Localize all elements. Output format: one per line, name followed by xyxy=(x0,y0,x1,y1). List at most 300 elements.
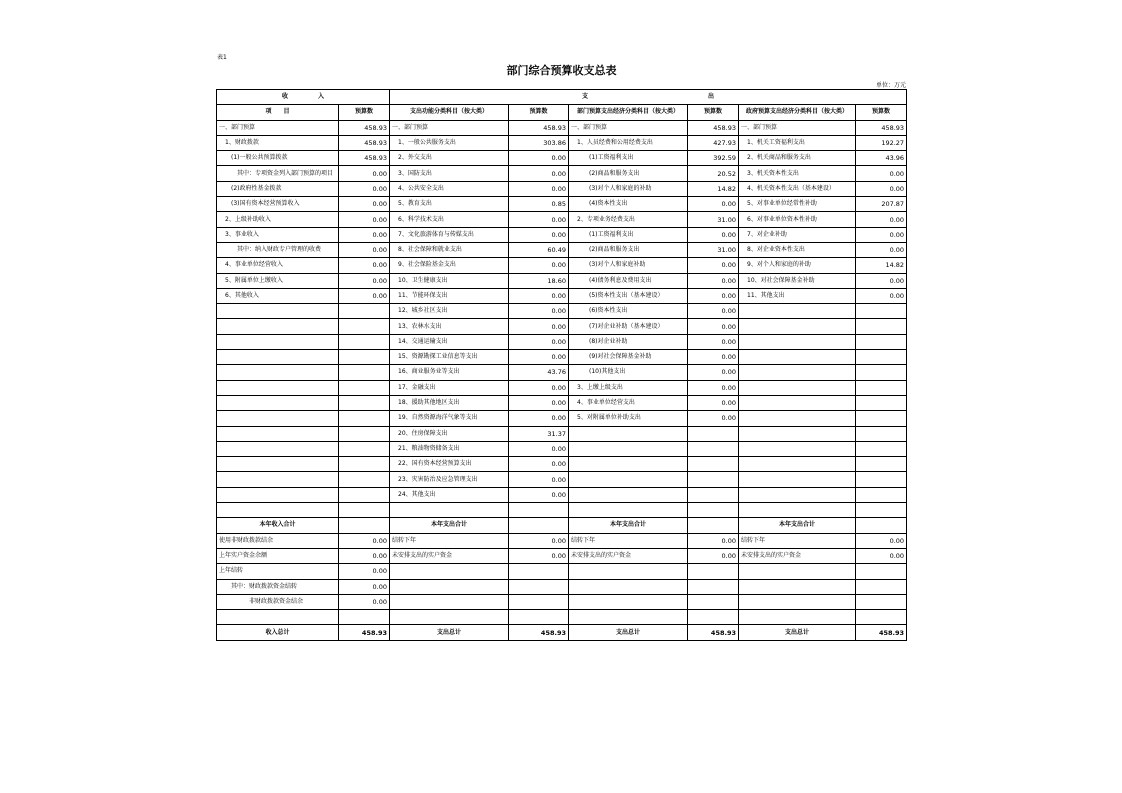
item-label-cell xyxy=(390,594,509,609)
item-label-cell xyxy=(569,472,688,487)
item-label-cell: 2、外交支出 xyxy=(390,151,509,166)
item-label-cell xyxy=(217,503,339,518)
item-label-cell: (8)对企业补助 xyxy=(569,334,688,349)
table-cell xyxy=(688,518,739,533)
budget-value-cell: 303.86 xyxy=(509,135,569,150)
table-row xyxy=(217,395,907,410)
item-label-cell: 11、其他支出 xyxy=(739,288,856,303)
item-label-cell: 8、社会保障和就业支出 xyxy=(390,242,509,257)
table-row xyxy=(217,242,907,257)
budget-value-cell: 0.00 xyxy=(688,395,739,410)
item-label-cell: (1)工资福利支出 xyxy=(569,227,688,242)
item-label-cell: 其中：财政拨款资金结转 xyxy=(217,579,339,594)
item-label-cell xyxy=(739,334,856,349)
item-label-cell xyxy=(390,579,509,594)
table-number: 表1 xyxy=(217,54,227,61)
item-label-cell xyxy=(569,564,688,579)
item-label-cell: 4、公共安全支出 xyxy=(390,181,509,196)
budget-value-cell xyxy=(688,564,739,579)
table-row xyxy=(217,365,907,380)
item-label-cell: 上年实户资金余额 xyxy=(217,548,339,563)
item-label-cell xyxy=(217,610,339,625)
budget-value-cell: 0.00 xyxy=(688,273,739,288)
item-label-cell xyxy=(739,411,856,426)
budget-value-cell: 0.00 xyxy=(509,487,569,502)
table-row xyxy=(217,166,907,181)
table-row xyxy=(217,350,907,365)
item-label-cell: 3、机关资本性支出 xyxy=(739,166,856,181)
item-label-cell xyxy=(739,395,856,410)
item-label-cell: 10、卫生健康支出 xyxy=(390,273,509,288)
table-row xyxy=(217,151,907,166)
budget-value-cell xyxy=(856,441,907,456)
item-label-cell: 10、对社会保障基金补助 xyxy=(739,273,856,288)
budget-value-cell xyxy=(856,395,907,410)
budget-value-cell xyxy=(339,487,390,502)
item-label-cell: 7、文化旅游体育与传媒支出 xyxy=(390,227,509,242)
header-row-columns xyxy=(217,105,907,120)
budget-value-cell: 0.00 xyxy=(856,242,907,257)
budget-value-cell: 14.82 xyxy=(856,258,907,273)
table-row xyxy=(217,212,907,227)
budget-value-cell: 0.00 xyxy=(688,411,739,426)
budget-value-cell: 0.00 xyxy=(509,350,569,365)
budget-value-cell: 31.00 xyxy=(688,242,739,257)
budget-value-cell: 192.27 xyxy=(856,135,907,150)
table-row xyxy=(217,503,907,518)
item-label-cell xyxy=(739,472,856,487)
expense-header: 支 出 xyxy=(390,90,907,105)
table-row xyxy=(217,472,907,487)
item-label-cell: (6)资本性支出 xyxy=(569,304,688,319)
budget-summary-table xyxy=(216,89,907,641)
subtotal-dept-label: 本年支出合计 xyxy=(569,518,688,533)
budget-value-cell xyxy=(339,350,390,365)
budget-value-cell xyxy=(856,564,907,579)
budget-value-cell xyxy=(509,610,569,625)
budget-value-cell: 0.00 xyxy=(339,533,390,548)
budget-value-cell xyxy=(339,426,390,441)
budget-value-cell xyxy=(856,579,907,594)
budget-value-cell xyxy=(856,594,907,609)
budget-value-cell xyxy=(339,411,390,426)
budget-value-cell: 0.00 xyxy=(856,181,907,196)
item-header: 项 目 xyxy=(217,105,339,120)
budget-value-cell: 458.93 xyxy=(509,120,569,135)
gov-econ-header: 政府预算支出经济分类科目（按大类） xyxy=(739,105,856,120)
item-label-cell: 一、部门预算 xyxy=(217,120,339,135)
item-label-cell: 1、人员经费和公用经费支出 xyxy=(569,135,688,150)
item-label-cell: (5)资本性支出（基本建设） xyxy=(569,288,688,303)
budget-value-cell: 427.93 xyxy=(688,135,739,150)
budget-header: 预算数 xyxy=(688,105,739,120)
item-label-cell xyxy=(739,304,856,319)
budget-value-cell: 0.00 xyxy=(509,457,569,472)
budget-value-cell: 0.00 xyxy=(688,227,739,242)
budget-value-cell: 0.00 xyxy=(688,197,739,212)
item-label-cell: (2)商品和服务支出 xyxy=(569,242,688,257)
table-row xyxy=(217,135,907,150)
item-label-cell xyxy=(739,441,856,456)
item-label-cell xyxy=(739,380,856,395)
item-label-cell: 5、对附属单位补助支出 xyxy=(569,411,688,426)
total-func-value: 458.93 xyxy=(509,625,569,640)
item-label-cell xyxy=(390,564,509,579)
item-label-cell xyxy=(739,503,856,518)
budget-value-cell: 0.00 xyxy=(339,258,390,273)
item-label-cell xyxy=(217,395,339,410)
budget-value-cell: 43.76 xyxy=(509,365,569,380)
budget-value-cell xyxy=(509,503,569,518)
budget-value-cell: 18.60 xyxy=(509,273,569,288)
budget-value-cell: 0.00 xyxy=(509,258,569,273)
item-label-cell: (4)资本性支出 xyxy=(569,197,688,212)
budget-header: 预算数 xyxy=(339,105,390,120)
table-row xyxy=(217,273,907,288)
budget-value-cell xyxy=(856,487,907,502)
total-income-label: 收入总计 xyxy=(217,625,339,640)
budget-value-cell: 0.00 xyxy=(339,594,390,609)
item-label-cell: (10)其他支出 xyxy=(569,365,688,380)
subtotal-income-label: 本年收入合计 xyxy=(217,518,339,533)
total-gov-label: 支出总计 xyxy=(739,625,856,640)
budget-value-cell xyxy=(688,472,739,487)
item-label-cell: 12、城乡社区支出 xyxy=(390,304,509,319)
item-label-cell: 2、专项业务经费支出 xyxy=(569,212,688,227)
subtotal-row xyxy=(217,518,907,533)
item-label-cell xyxy=(569,441,688,456)
item-label-cell: 3、国防支出 xyxy=(390,166,509,181)
budget-value-cell: 0.00 xyxy=(339,181,390,196)
budget-value-cell: 0.00 xyxy=(688,288,739,303)
item-label-cell: 20、住房保障支出 xyxy=(390,426,509,441)
page-title: 部门综合预算收支总表 xyxy=(506,64,617,77)
budget-value-cell xyxy=(688,426,739,441)
item-label-cell: (3)国有资本经营预算收入 xyxy=(217,197,339,212)
budget-value-cell xyxy=(688,487,739,502)
table-row xyxy=(217,487,907,502)
item-label-cell: 6、对事业单位资本性补助 xyxy=(739,212,856,227)
item-label-cell: 结转下年 xyxy=(739,533,856,548)
item-label-cell: 一、部门预算 xyxy=(569,120,688,135)
table-cell xyxy=(509,518,569,533)
budget-value-cell: 0.00 xyxy=(509,395,569,410)
item-label-cell: (3)对个人和家庭的补助 xyxy=(569,181,688,196)
table-row xyxy=(217,457,907,472)
budget-value-cell xyxy=(339,380,390,395)
item-label-cell: 1、财政拨款 xyxy=(217,135,339,150)
budget-value-cell: 0.00 xyxy=(688,380,739,395)
item-label-cell: 结转下年 xyxy=(390,533,509,548)
budget-value-cell: 60.49 xyxy=(509,242,569,257)
budget-value-cell xyxy=(688,579,739,594)
budget-value-cell: 0.00 xyxy=(339,288,390,303)
table-row xyxy=(217,227,907,242)
budget-value-cell: 0.00 xyxy=(509,411,569,426)
item-label-cell xyxy=(569,594,688,609)
budget-value-cell: 0.00 xyxy=(856,273,907,288)
budget-value-cell xyxy=(339,441,390,456)
budget-value-cell: 207.87 xyxy=(856,197,907,212)
table-row xyxy=(217,579,907,594)
budget-value-cell: 0.00 xyxy=(688,548,739,563)
item-label-cell xyxy=(739,487,856,502)
budget-value-cell: 0.00 xyxy=(688,319,739,334)
item-label-cell xyxy=(217,411,339,426)
item-label-cell xyxy=(390,610,509,625)
item-label-cell: 4、事业单位经营收入 xyxy=(217,258,339,273)
budget-value-cell xyxy=(688,594,739,609)
total-gov-value: 458.93 xyxy=(856,625,907,640)
item-label-cell: 3、事业收入 xyxy=(217,227,339,242)
table-row xyxy=(217,197,907,212)
item-label-cell: 5、对事业单位经常性补助 xyxy=(739,197,856,212)
item-label-cell xyxy=(217,350,339,365)
item-label-cell xyxy=(739,594,856,609)
subtotal-gov-label: 本年支出合计 xyxy=(739,518,856,533)
budget-value-cell: 458.93 xyxy=(856,120,907,135)
item-label-cell xyxy=(217,304,339,319)
item-label-cell: (4)债务利息及费用支出 xyxy=(569,273,688,288)
budget-value-cell xyxy=(856,472,907,487)
table-cell xyxy=(856,518,907,533)
budget-value-cell: 0.00 xyxy=(509,319,569,334)
budget-header: 预算数 xyxy=(856,105,907,120)
budget-value-cell: 0.00 xyxy=(688,365,739,380)
table-row xyxy=(217,334,907,349)
item-label-cell xyxy=(217,426,339,441)
item-label-cell: 一、部门预算 xyxy=(390,120,509,135)
item-label-cell: (1)工资福利支出 xyxy=(569,151,688,166)
item-label-cell: 4、机关资本性支出（基本建设） xyxy=(739,181,856,196)
item-label-cell: 9、对个人和家庭的补助 xyxy=(739,258,856,273)
budget-value-cell: 392.59 xyxy=(688,151,739,166)
table-row xyxy=(217,533,907,548)
budget-value-cell: 458.93 xyxy=(688,120,739,135)
budget-header: 预算数 xyxy=(509,105,569,120)
item-label-cell xyxy=(217,457,339,472)
table-row xyxy=(217,610,907,625)
table-row xyxy=(217,411,907,426)
item-label-cell xyxy=(739,319,856,334)
budget-value-cell: 0.00 xyxy=(856,548,907,563)
budget-value-cell xyxy=(856,304,907,319)
budget-value-cell: 0.00 xyxy=(688,334,739,349)
budget-value-cell: 0.00 xyxy=(509,472,569,487)
budget-value-cell: 0.00 xyxy=(856,166,907,181)
item-label-cell: 6、科学技术支出 xyxy=(390,212,509,227)
item-label-cell: 一、部门预算 xyxy=(739,120,856,135)
item-label-cell xyxy=(217,365,339,380)
budget-value-cell: 0.00 xyxy=(509,227,569,242)
budget-value-cell: 0.00 xyxy=(509,533,569,548)
budget-value-cell: 0.00 xyxy=(856,288,907,303)
dept-econ-header: 部门预算支出经济分类科目（按大类） xyxy=(569,105,688,120)
item-label-cell: 13、农林水支出 xyxy=(390,319,509,334)
item-label-cell: 其中：专项资金列入部门预算的项目 xyxy=(217,166,339,181)
item-label-cell: 结转下年 xyxy=(569,533,688,548)
budget-value-cell: 0.00 xyxy=(339,579,390,594)
budget-value-cell: 43.96 xyxy=(856,151,907,166)
budget-value-cell: 458.93 xyxy=(339,120,390,135)
item-label-cell: 非财政拨款资金结余 xyxy=(217,594,339,609)
budget-value-cell xyxy=(856,365,907,380)
budget-value-cell: 0.85 xyxy=(509,197,569,212)
item-label-cell: (3)对个人和家庭补助 xyxy=(569,258,688,273)
item-label-cell xyxy=(217,441,339,456)
budget-value-cell: 0.00 xyxy=(339,227,390,242)
table-row xyxy=(217,120,907,135)
item-label-cell xyxy=(739,579,856,594)
table-row xyxy=(217,548,907,563)
budget-value-cell: 0.00 xyxy=(509,334,569,349)
item-label-cell: 未安排支出的实户资金 xyxy=(739,548,856,563)
item-label-cell xyxy=(569,487,688,502)
budget-value-cell: 0.00 xyxy=(509,304,569,319)
item-label-cell: 9、社会保险基金支出 xyxy=(390,258,509,273)
item-label-cell: 15、资源勘探工业信息等支出 xyxy=(390,350,509,365)
item-label-cell: (7)对企业补助（基本建设） xyxy=(569,319,688,334)
table-row xyxy=(217,288,907,303)
item-label-cell: (2)商品和服务支出 xyxy=(569,166,688,181)
item-label-cell: (2)政府性基金拨款 xyxy=(217,181,339,196)
budget-value-cell: 0.00 xyxy=(509,151,569,166)
budget-value-cell xyxy=(688,457,739,472)
item-label-cell xyxy=(569,457,688,472)
table-row xyxy=(217,258,907,273)
table-cell xyxy=(339,518,390,533)
budget-value-cell xyxy=(856,334,907,349)
item-label-cell: 其中：纳入财政专户管理的收费 xyxy=(217,242,339,257)
budget-value-cell xyxy=(856,503,907,518)
budget-value-cell xyxy=(339,334,390,349)
budget-value-cell xyxy=(339,395,390,410)
budget-value-cell xyxy=(688,503,739,518)
budget-value-cell xyxy=(339,365,390,380)
budget-value-cell: 0.00 xyxy=(509,380,569,395)
item-label-cell: 14、交通运输支出 xyxy=(390,334,509,349)
item-label-cell xyxy=(569,426,688,441)
budget-value-cell xyxy=(856,457,907,472)
total-income-value: 458.93 xyxy=(339,625,390,640)
budget-value-cell: 0.00 xyxy=(688,533,739,548)
budget-value-cell xyxy=(688,441,739,456)
item-label-cell xyxy=(217,472,339,487)
item-label-cell: 24、其他支出 xyxy=(390,487,509,502)
item-label-cell: 5、附属单位上缴收入 xyxy=(217,273,339,288)
budget-value-cell xyxy=(509,594,569,609)
budget-value-cell xyxy=(856,610,907,625)
budget-value-cell: 0.00 xyxy=(339,242,390,257)
item-label-cell: 2、机关商品和服务支出 xyxy=(739,151,856,166)
item-label-cell: (1)一般公共预算拨款 xyxy=(217,151,339,166)
budget-value-cell: 0.00 xyxy=(339,548,390,563)
item-label-cell xyxy=(739,426,856,441)
budget-value-cell: 31.37 xyxy=(509,426,569,441)
budget-value-cell: 0.00 xyxy=(688,350,739,365)
item-label-cell xyxy=(569,610,688,625)
budget-value-cell: 0.00 xyxy=(688,258,739,273)
total-func-label: 支出总计 xyxy=(390,625,509,640)
budget-value-cell xyxy=(856,380,907,395)
budget-value-cell xyxy=(339,457,390,472)
budget-value-cell: 0.00 xyxy=(509,548,569,563)
budget-value-cell xyxy=(688,610,739,625)
item-label-cell: 5、教育支出 xyxy=(390,197,509,212)
func-header: 支出功能分类科目（按大类） xyxy=(390,105,509,120)
item-label-cell: 1、一般公共服务支出 xyxy=(390,135,509,150)
budget-value-cell xyxy=(339,610,390,625)
item-label-cell: 未安排支出的实户资金 xyxy=(390,548,509,563)
item-label-cell xyxy=(217,334,339,349)
item-label-cell: 21、粮油物资储备支出 xyxy=(390,441,509,456)
item-label-cell xyxy=(569,579,688,594)
item-label-cell xyxy=(390,503,509,518)
table-row xyxy=(217,380,907,395)
table-row xyxy=(217,319,907,334)
item-label-cell xyxy=(217,319,339,334)
budget-value-cell: 0.00 xyxy=(509,441,569,456)
item-label-cell: 22、国有资本经营预算支出 xyxy=(390,457,509,472)
budget-value-cell: 0.00 xyxy=(339,166,390,181)
item-label-cell: 11、节能环保支出 xyxy=(390,288,509,303)
budget-value-cell: 0.00 xyxy=(339,273,390,288)
item-label-cell: 2、上级补助收入 xyxy=(217,212,339,227)
table-row xyxy=(217,426,907,441)
item-label-cell: 3、上缴上级支出 xyxy=(569,380,688,395)
budget-value-cell: 0.00 xyxy=(509,181,569,196)
budget-value-cell xyxy=(339,503,390,518)
item-label-cell: 19、自然资源海洋气象等支出 xyxy=(390,411,509,426)
budget-value-cell: 0.00 xyxy=(688,304,739,319)
total-row xyxy=(217,625,907,640)
budget-value-cell xyxy=(856,426,907,441)
item-label-cell xyxy=(217,487,339,502)
budget-value-cell: 0.00 xyxy=(856,227,907,242)
item-label-cell: 8、对企业资本性支出 xyxy=(739,242,856,257)
item-label-cell: 1、机关工资福利支出 xyxy=(739,135,856,150)
budget-value-cell xyxy=(856,350,907,365)
budget-value-cell: 0.00 xyxy=(339,564,390,579)
table-row xyxy=(217,441,907,456)
budget-value-cell: 0.00 xyxy=(509,288,569,303)
budget-value-cell: 14.82 xyxy=(688,181,739,196)
item-label-cell: 16、商业服务业等支出 xyxy=(390,365,509,380)
item-label-cell xyxy=(739,564,856,579)
item-label-cell: 未安排支出的实户资金 xyxy=(569,548,688,563)
income-header: 收 入 xyxy=(217,90,390,105)
item-label-cell: 17、金融支出 xyxy=(390,380,509,395)
budget-value-cell: 0.00 xyxy=(339,197,390,212)
item-label-cell xyxy=(739,610,856,625)
item-label-cell xyxy=(739,350,856,365)
item-label-cell: (9)对社会保障基金补助 xyxy=(569,350,688,365)
table-row xyxy=(217,594,907,609)
item-label-cell: 4、事业单位经营支出 xyxy=(569,395,688,410)
total-dept-value: 458.93 xyxy=(688,625,739,640)
budget-value-cell xyxy=(339,304,390,319)
item-label-cell: 7、对企业补助 xyxy=(739,227,856,242)
item-label-cell: 上年结转 xyxy=(217,564,339,579)
budget-value-cell xyxy=(339,319,390,334)
subtotal-func-label: 本年支出合计 xyxy=(390,518,509,533)
budget-value-cell xyxy=(509,564,569,579)
item-label-cell: 使用非财政拨款结余 xyxy=(217,533,339,548)
table-row xyxy=(217,181,907,196)
item-label-cell xyxy=(739,457,856,472)
unit-label: 单位：万元 xyxy=(875,82,906,89)
header-row-groups xyxy=(217,90,907,105)
